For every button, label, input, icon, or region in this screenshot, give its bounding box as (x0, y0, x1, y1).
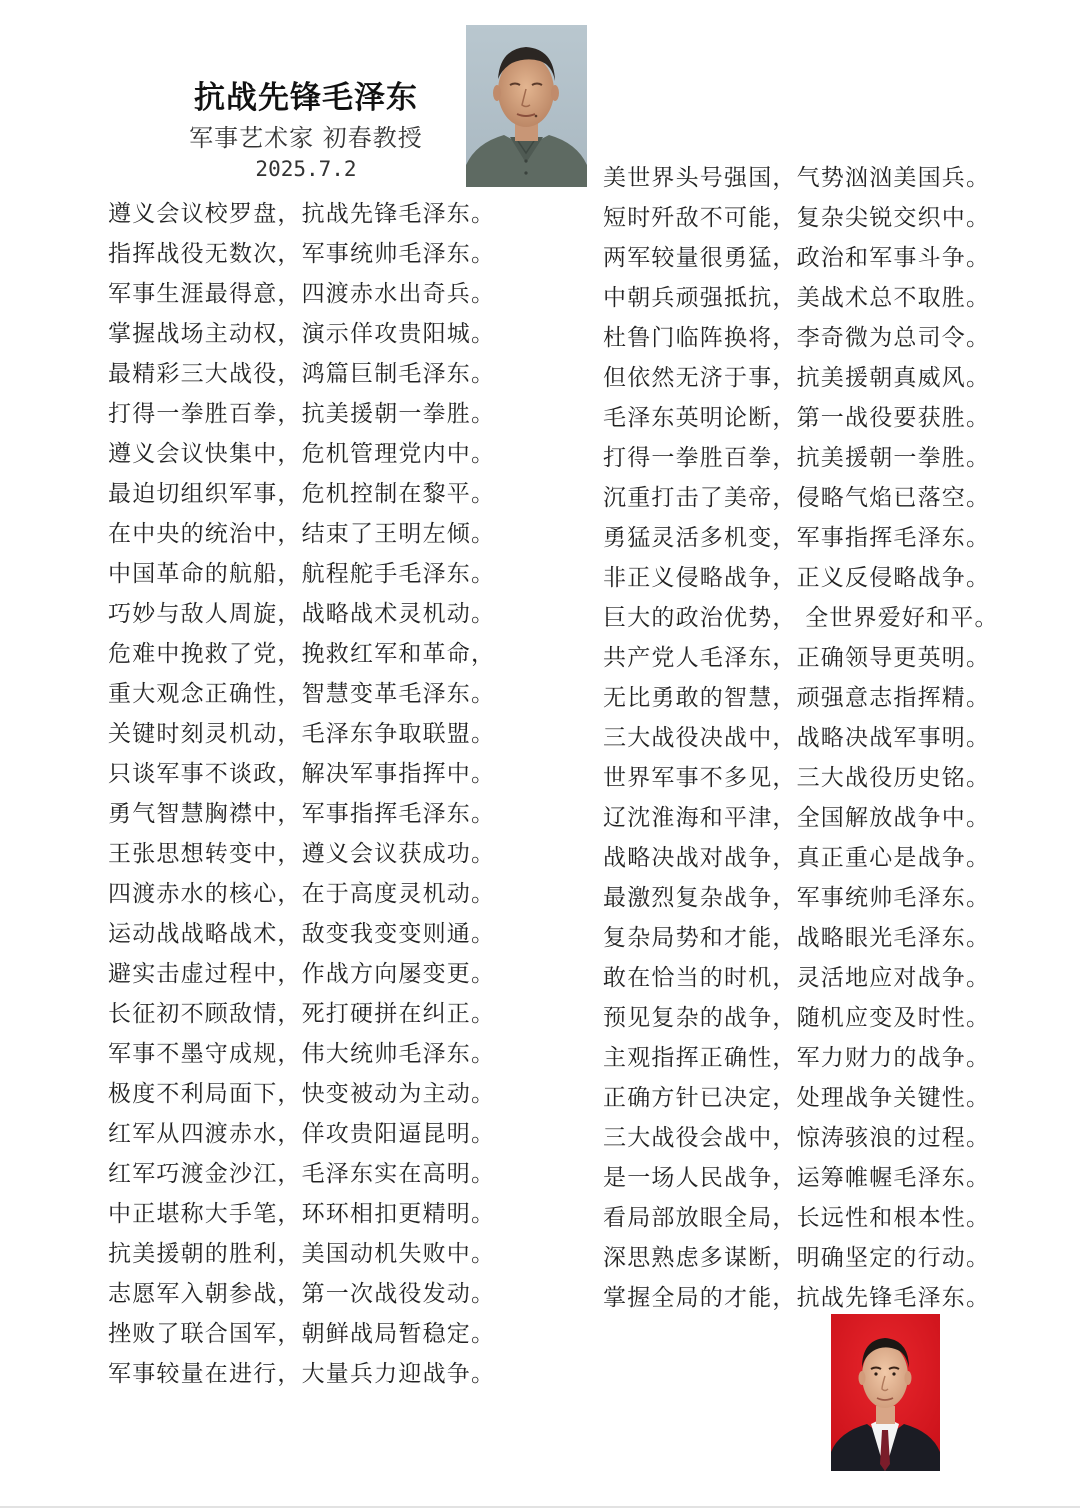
poem-line: 短时歼敌不可能，复杂尖锐交织中。 (603, 205, 991, 231)
poem-line: 四渡赤水的核心，在于高度灵机动。 (108, 881, 496, 907)
poem-line: 但依然无济于事，抗美援朝真威风。 (603, 365, 991, 391)
poem-line: 指挥战役无数次，军事统帅毛泽东。 (108, 241, 496, 267)
poem-line: 主观指挥正确性，军力财力的战争。 (603, 1045, 991, 1071)
poem-line: 复杂局势和才能，战略眼光毛泽东。 (603, 925, 991, 951)
poem-line: 避实击虚过程中，作战方向屡变更。 (108, 961, 496, 987)
poem-line: 军事较量在进行，大量兵力迎战争。 (108, 1361, 496, 1387)
poem-line: 巧妙与敌人周旋，战略战术灵机动。 (108, 601, 496, 627)
poem-line: 沉重打击了美帝，侵略气焰已落空。 (603, 485, 991, 511)
poem-line: 勇猛灵活多机变，军事指挥毛泽东。 (603, 525, 991, 551)
poem-line: 极度不利局面下，快变被动为主动。 (108, 1081, 496, 1107)
poem-line: 只谈军事不谈政，解决军事指挥中。 (108, 761, 496, 787)
poem-title: 抗战先锋毛泽东 (194, 80, 418, 116)
poem-line: 军事不墨守成规，伟大统帅毛泽东。 (108, 1041, 496, 1067)
poem-line: 打得一拳胜百拳，抗美援朝一拳胜。 (603, 445, 991, 471)
poem-line: 抗美援朝的胜利，美国动机失败中。 (108, 1241, 496, 1267)
poem-line: 敢在恰当的时机，灵活地应对战争。 (603, 965, 991, 991)
poem-line: 在中央的统治中，结束了王明左倾。 (108, 521, 496, 547)
poem-left-column (108, 194, 578, 1394)
poem-line: 共产党人毛泽东，正确领导更英明。 (603, 645, 991, 671)
poem-line: 毛泽东英明论断，第一战役要获胜。 (603, 405, 991, 431)
poem-line: 巨大的政治优势， 全世界爱好和平。 (603, 605, 999, 631)
poem-line: 美世界头号强国，气势汹汹美国兵。 (603, 165, 991, 191)
poem-line: 是一场人民战争，运筹帷幄毛泽东。 (603, 1165, 991, 1191)
poem-line: 长征初不顾敌情，死打硬拼在纠正。 (108, 1001, 496, 1027)
poem-line: 挫败了联合国军，朝鲜战局暂稳定。 (108, 1321, 496, 1347)
author-line: 军事艺术家 初春教授 (189, 124, 423, 152)
page-bottom-divider (0, 1506, 1080, 1508)
poem-line: 预见复杂的战争，随机应变及时性。 (603, 1005, 991, 1031)
poem-line: 遵义会议校罗盘，抗战先锋毛泽东。 (108, 201, 496, 227)
poem-line: 志愿军入朝参战，第一次战役发动。 (108, 1281, 496, 1307)
poem-line: 辽沈淮海和平津，全国解放战争中。 (603, 805, 991, 831)
poem-line: 军事生涯最得意，四渡赤水出奇兵。 (108, 281, 496, 307)
poem-right-column (603, 158, 1073, 1318)
poem-line: 最迫切组织军事，危机控制在黎平。 (108, 481, 496, 507)
poem-line: 三大战役决战中，战略决战军事明。 (603, 725, 991, 751)
poem-line: 遵义会议快集中，危机管理党内中。 (108, 441, 496, 467)
poem-line: 看局部放眼全局，长远性和根本性。 (603, 1205, 991, 1231)
author-portrait-photo (831, 1314, 940, 1471)
poem-line: 危难中挽救了党，挽救红军和革命， (108, 641, 496, 667)
poem-line: 关键时刻灵机动，毛泽东争取联盟。 (108, 721, 496, 747)
poem-line: 王张思想转变中，遵义会议获成功。 (108, 841, 496, 867)
poem-line: 非正义侵略战争，正义反侵略战争。 (603, 565, 991, 591)
poem-date: 2025.7.2 (255, 157, 357, 181)
poem-line: 中国革命的航船，航程舵手毛泽东。 (108, 561, 496, 587)
poem-line: 勇气智慧胸襟中，军事指挥毛泽东。 (108, 801, 496, 827)
poem-line: 中朝兵顽强抵抗，美战术总不取胜。 (603, 285, 991, 311)
poem-line: 红军从四渡赤水，佯攻贵阳逼昆明。 (108, 1121, 496, 1147)
poem-line: 最激烈复杂战争，军事统帅毛泽东。 (603, 885, 991, 911)
poem-line: 杜鲁门临阵换将，李奇微为总司令。 (603, 325, 991, 351)
poem-line: 掌握全局的才能，抗战先锋毛泽东。 (603, 1285, 991, 1311)
poem-line: 最精彩三大战役，鸿篇巨制毛泽东。 (108, 361, 496, 387)
poem-line: 运动战战略战术，敌变我变变则通。 (108, 921, 496, 947)
poem-line: 重大观念正确性，智慧变革毛泽东。 (108, 681, 496, 707)
portrait-photo (466, 25, 587, 187)
poem-line: 深思熟虑多谋断，明确坚定的行动。 (603, 1245, 991, 1271)
poem-line: 两军较量很勇猛，政治和军事斗争。 (603, 245, 991, 271)
poem-line: 战略决战对战争，真正重心是战争。 (603, 845, 991, 871)
poem-line: 打得一拳胜百拳，抗美援朝一拳胜。 (108, 401, 496, 427)
poem-line: 正确方针已决定，处理战争关键性。 (603, 1085, 991, 1111)
poem-line: 掌握战场主动权，演示佯攻贵阳城。 (108, 321, 496, 347)
poem-line: 无比勇敢的智慧，顽强意志指挥精。 (603, 685, 991, 711)
poem-line: 世界军事不多见，三大战役历史铭。 (603, 765, 991, 791)
poem-line: 中正堪称大手笔，环环相扣更精明。 (108, 1201, 496, 1227)
poem-line: 三大战役会战中，惊涛骇浪的过程。 (603, 1125, 991, 1151)
poem-line: 红军巧渡金沙江，毛泽东实在高明。 (108, 1161, 496, 1187)
